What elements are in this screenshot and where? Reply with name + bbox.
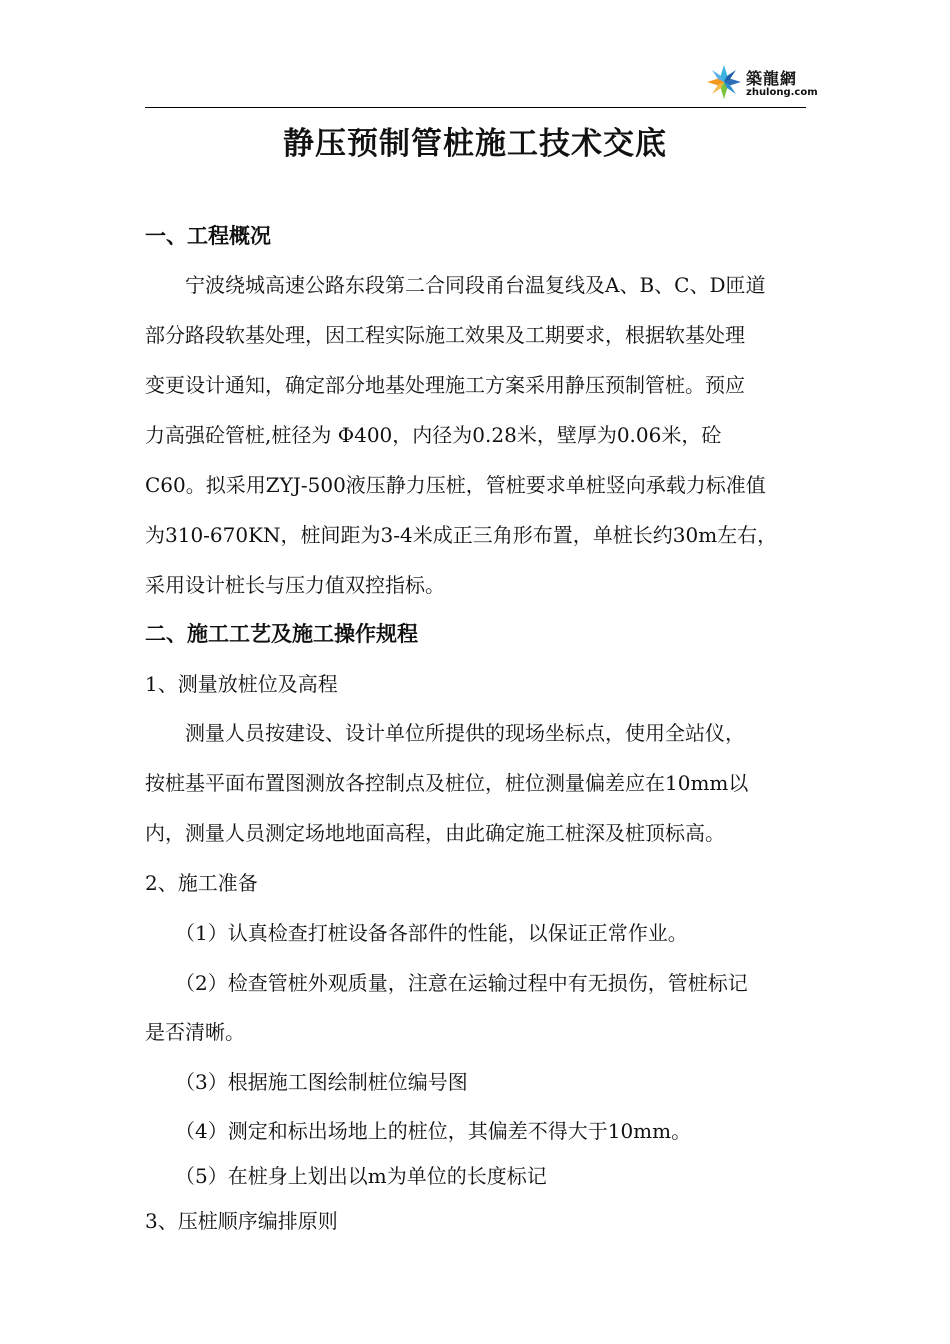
document-title: 静压预制管桩施工技术交底 — [283, 126, 667, 162]
prep-item-5: （5）在桩身上划出以m为单位的长度标记 — [145, 1164, 547, 1188]
prep-item-2-line2: 是否清晰。 — [145, 1020, 245, 1044]
prep-item-2-line1: （2）检查管桩外观质量，注意在运输过程中有无损伤，管桩标记 — [145, 971, 748, 995]
item-heading-survey: 1、测量放桩位及高程 — [145, 672, 338, 696]
header-divider — [145, 107, 806, 108]
prep-item-3: （3）根据施工图绘制桩位编号图 — [145, 1070, 468, 1094]
prep-item-1: （1）认真检查打桩设备各部件的性能，以保证正常作业。 — [145, 921, 688, 945]
survey-paragraph — [145, 708, 807, 858]
logo-text-cn: 築龍網 — [746, 69, 798, 88]
section-heading-process: 二、施工工艺及施工操作规程 — [145, 622, 418, 646]
paragraph-line: C60。拟采用ZYJ-500液压静力压桩，管桩要求单桩竖向承载力标准值 — [145, 473, 766, 497]
paragraph-line: 内，测量人员测定场地地面高程，由此确定施工桩深及桩顶标高。 — [145, 821, 725, 845]
paragraph-line: 按桩基平面布置图测放各控制点及桩位，桩位测量偏差应在10mm以 — [145, 771, 749, 795]
paragraph-line: 部分路段软基处理，因工程实际施工效果及工期要求，根据软基处理 — [145, 323, 745, 347]
paragraph-line: 采用设计桩长与压力值双控指标。 — [145, 573, 445, 597]
zhulong-logo — [706, 62, 818, 104]
paragraph-line: 宁波绕城高速公路东段第二合同段甬台温复线及A、B、C、D匝道 — [145, 273, 766, 297]
paragraph-line: 测量人员按建设、设计单位所提供的现场坐标点，使用全站仪， — [145, 721, 745, 745]
prep-item-4: （4）测定和标出场地上的桩位，其偏差不得大于10mm。 — [145, 1119, 692, 1143]
paragraph-line: 为310-670KN，桩间距为3-4米成正三角形布置，单桩长约30m左右， — [145, 523, 778, 547]
logo-text-en: zhulong.com — [746, 87, 818, 98]
paragraph-line: 力高强砼管桩,桩径为 Φ400，内径为0.28米，壁厚为0.06米，砼 — [145, 423, 722, 447]
item-heading-preparation: 2、施工准备 — [145, 871, 258, 895]
logo-star-icon — [706, 64, 742, 100]
overview-paragraph — [145, 260, 807, 610]
section-heading-overview: 一、工程概况 — [145, 224, 271, 248]
paragraph-line: 变更设计通知，确定部分地基处理施工方案采用静压预制管桩。预应 — [145, 373, 745, 397]
item-heading-piling-order: 3、压桩顺序编排原则 — [145, 1209, 338, 1233]
